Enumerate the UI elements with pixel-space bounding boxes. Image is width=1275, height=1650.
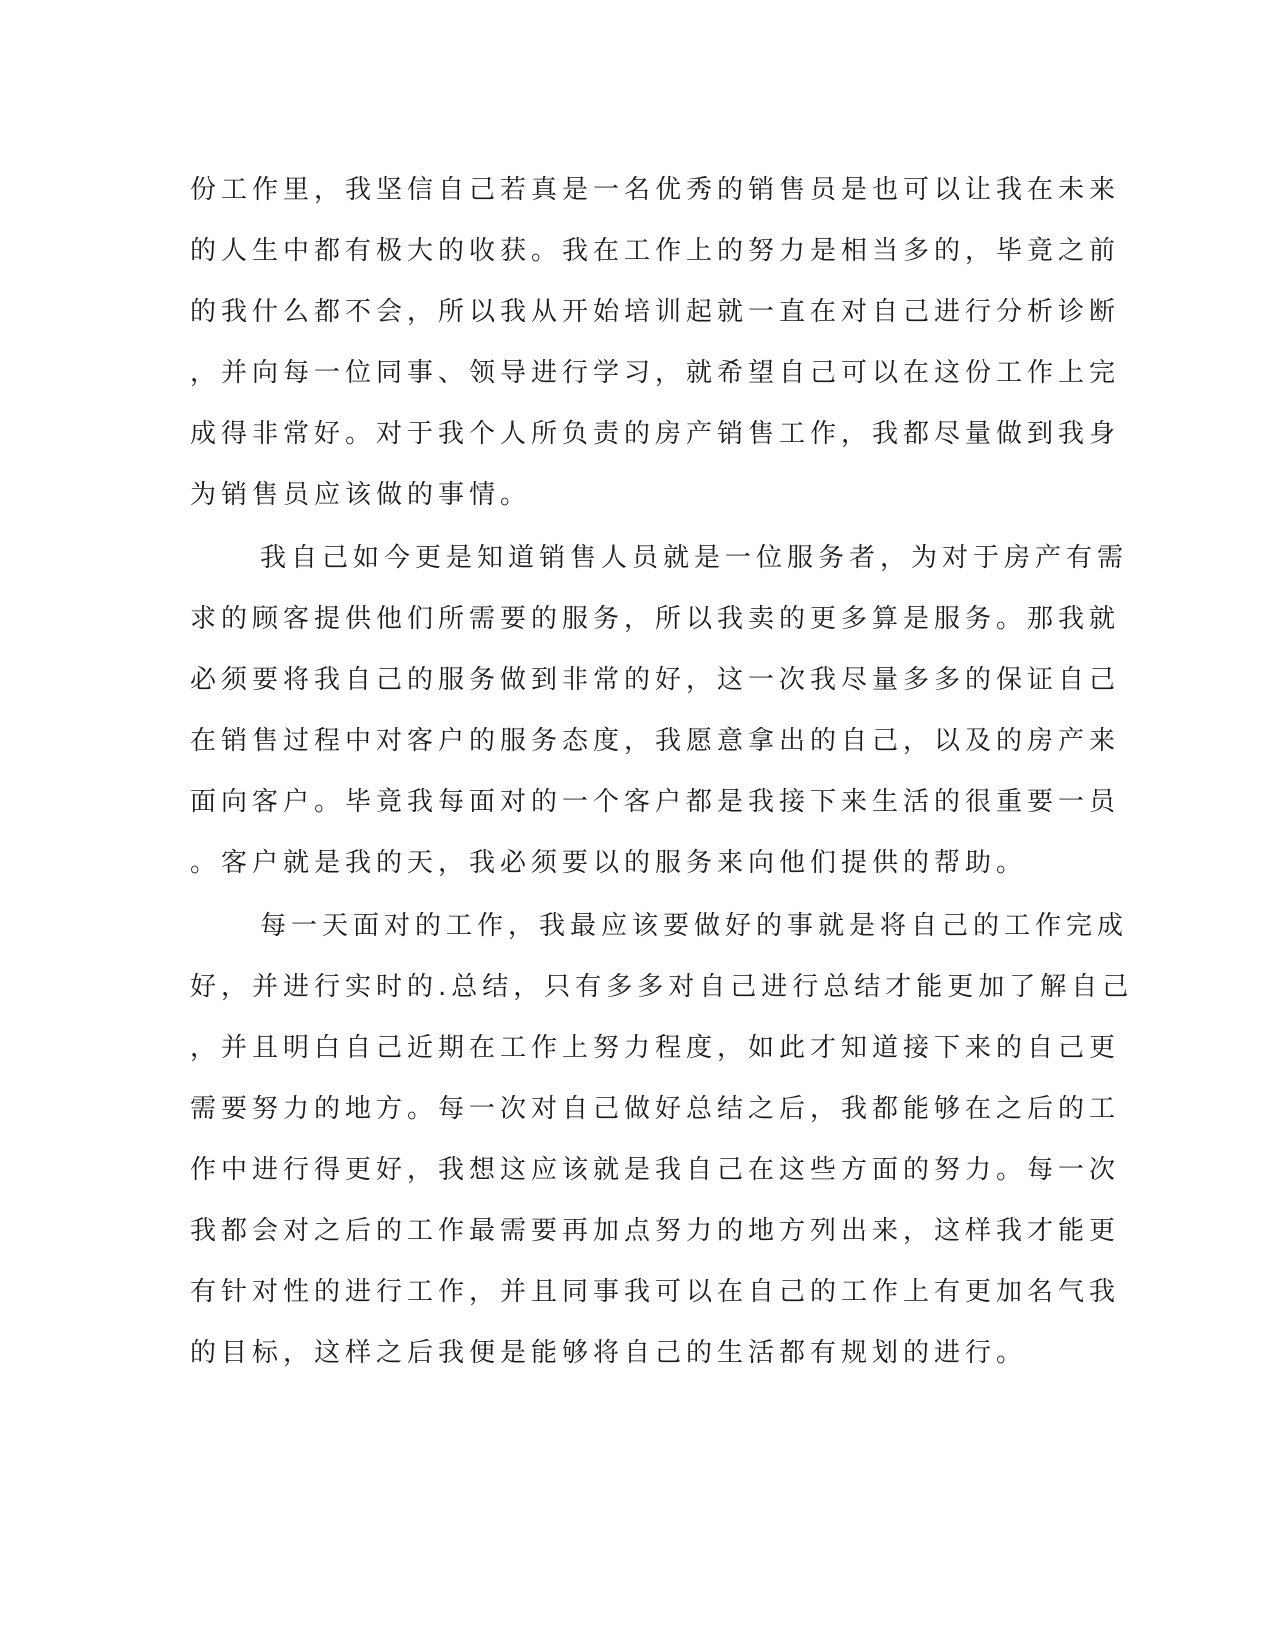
paragraph-1 [190, 160, 1121, 526]
paragraph-3 [190, 896, 1134, 1384]
text-line: ，并且明白自己近期在工作上努力程度，如此才知道接下来的自己更 [190, 1033, 1121, 1063]
text-line: 必须要将我自己的服务做到非常的好，这一次我尽量多多的保证自己 [190, 665, 1121, 695]
text-line: 需要努力的地方。每一次对自己做好总结之后，我都能够在之后的工 [190, 1094, 1121, 1124]
text-line: 。客户就是我的天，我必须要以的服务来向他们提供的帮助。 [190, 848, 1028, 878]
text-line: ，并向每一位同事、领导进行学习，就希望自己可以在这份工作上完 [190, 358, 1121, 388]
text-line: 为销售员应该做的事情。 [190, 480, 532, 510]
text-line: 我自己如今更是知道销售人员就是一位服务者，为对于房产有需 [260, 543, 1129, 573]
text-line: 的目标，这样之后我便是能够将自己的生活都有规划的进行。 [190, 1338, 1028, 1368]
text-line: 求的顾客提供他们所需要的服务，所以我卖的更多算是服务。那我就 [190, 604, 1121, 634]
text-line: 的我什么都不会，所以我从开始培训起就一直在对自己进行分析诊断 [190, 297, 1121, 327]
text-line: 的人生中都有极大的收获。我在工作上的努力是相当多的，毕竟之前 [190, 236, 1121, 266]
text-line: 我都会对之后的工作最需要再加点努力的地方列出来，这样我才能更 [190, 1216, 1121, 1246]
text-line: 有针对性的进行工作，并且同事我可以在自己的工作上有更加名气我 [190, 1277, 1121, 1307]
text-line: 作中进行得更好，我想这应该就是我自己在这些方面的努力。每一次 [190, 1155, 1121, 1185]
paragraph-2 [190, 528, 1129, 894]
text-line: 面向客户。毕竟我每面对的一个客户都是我接下来生活的很重要一员 [190, 787, 1121, 817]
text-line: 好，并进行实时的.总结，只有多多对自己进行总结才能更加了解自己 [190, 972, 1134, 1002]
text-line: 在销售过程中对客户的服务态度，我愿意拿出的自己，以及的房产来 [190, 726, 1121, 756]
text-line: 份工作里，我坚信自己若真是一名优秀的销售员是也可以让我在未来 [190, 175, 1121, 205]
text-line: 每一天面对的工作，我最应该要做好的事就是将自己的工作完成 [260, 911, 1129, 941]
document-body [190, 160, 1134, 1384]
text-line: 成得非常好。对于我个人所负责的房产销售工作，我都尽量做到我身 [190, 419, 1121, 449]
